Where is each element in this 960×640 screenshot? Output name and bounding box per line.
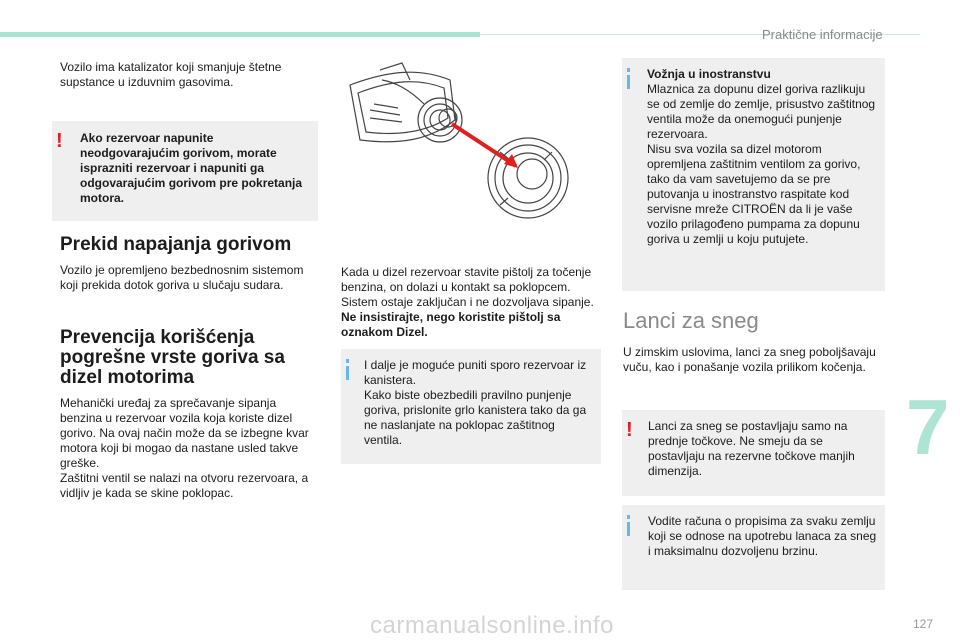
watermark: carmanualsonline.info [370, 612, 614, 639]
regulations-text: Vodite računa o propisima za svaku zemlju koji se odnose na upotrebu lanaca za sneg i maksimalnu dozvoljenu brzinu. [648, 514, 877, 558]
snow-chains-text: U zimskim uslovima, lanci za sneg poboljšavaju vuču, kao i ponašanje vozila prilikom kočenja. [623, 345, 876, 374]
fuel-filler-illustration [340, 60, 600, 250]
info-icon [627, 68, 630, 89]
warning-text: Ako rezervoar napunite neodgovarajućim gorivom, morate isprazniti rezervoar i napuniti ga odgovarajućim gorivom pre pokretanja motora. [80, 131, 303, 205]
warning-box-fuel [52, 121, 318, 221]
info-icon [627, 515, 630, 536]
fuel-cutoff-text: Vozilo je opremljeno bezbednosnim sistemom koji prekida dotok goriva u slučaju sudara. [60, 263, 304, 292]
canister-paragraph-2: Kako biste obezbedili pravilno punjenje goriva, prislonite grlo kanistera tako da ga ne naslanjate na poklopac zaštitnog ventila. [364, 388, 587, 447]
heading-snow-chains: Lanci za sneg [623, 308, 759, 333]
chapter-number: 7 [906, 383, 950, 471]
diesel-nozzle-bold: Ne insistirajte, nego koristite pištolj sa oznakom Dizel. [341, 310, 561, 339]
info-box-regulations [622, 505, 885, 590]
misfuel-paragraph-1: Mehanički uređaj za sprečavanje sipanja benzina u rezervoar vozila koja koriste dizel gorivo. Na ovaj način može da se izbegne kvar motora koji bi mogao da nastane usled takve greške. [60, 396, 309, 470]
info-box-abroad [622, 58, 885, 291]
page-number: 127 [913, 617, 934, 631]
misfuel-text [60, 396, 318, 501]
info-box-canister [341, 349, 601, 464]
heading-fuel-cutoff: Prekid napajanja gorivom [60, 234, 292, 255]
diesel-nozzle-plain: Kada u dizel rezervoar stavite pištolj za točenje benzina, on dolazi u kontakt sa poklopcem. Sistem ostaje zaključan i ne dozvoljava sipanje. [341, 265, 594, 309]
misfuel-paragraph-2: Zaštitni ventil se nalazi na otvoru rezervoara, a vidljiv je kada se skine poklopac. [60, 471, 309, 500]
section-title: Praktične informacije [762, 27, 883, 42]
warning-box-chains [622, 410, 885, 496]
abroad-paragraph-1: Mlaznica za dopunu dizel goriva razlikuju se od zemlje do zemlje, prisustvo zaštitnog ventila može da onemogući punjenje rezervoara. [647, 82, 876, 141]
abroad-title: Vožnja u inostranstvu [647, 67, 771, 81]
header-accent-bar [0, 32, 480, 37]
info-icon [346, 359, 349, 380]
info-abroad-text [647, 67, 880, 247]
warning-icon: ! [56, 130, 63, 152]
canister-paragraph-1: I dalje je moguće puniti sporo rezervoar iz kanistera. [364, 358, 587, 387]
diesel-nozzle-text [341, 265, 606, 340]
info-canister-text [364, 358, 596, 448]
warning-icon: ! [626, 419, 633, 441]
chains-warning-text: Lanci za sneg se postavljaju samo na prednje točkove. Ne smeju da se postavljaju na rezervne točkove manjih dimenzija. [648, 419, 855, 478]
heading-misfuel-prevention: Prevencija korišćenja pogrešne vrste goriva sa dizel motorima [60, 327, 285, 388]
catalyst-intro: Vozilo ima katalizator koji smanjuje štetne supstance u izduvnim gasovima. [60, 60, 282, 89]
abroad-paragraph-2: Nisu sva vozila sa dizel motorom opremljena zaštitnim ventilom za gorivo, tako da vam savetujemo da se pre putovanja u inostranstvo raspitate kod servisne mreže CITROËN da li je vaše vozilo prilagođeno pumpama za dopunu goriva u zemlji u koju putujete. [647, 142, 861, 246]
